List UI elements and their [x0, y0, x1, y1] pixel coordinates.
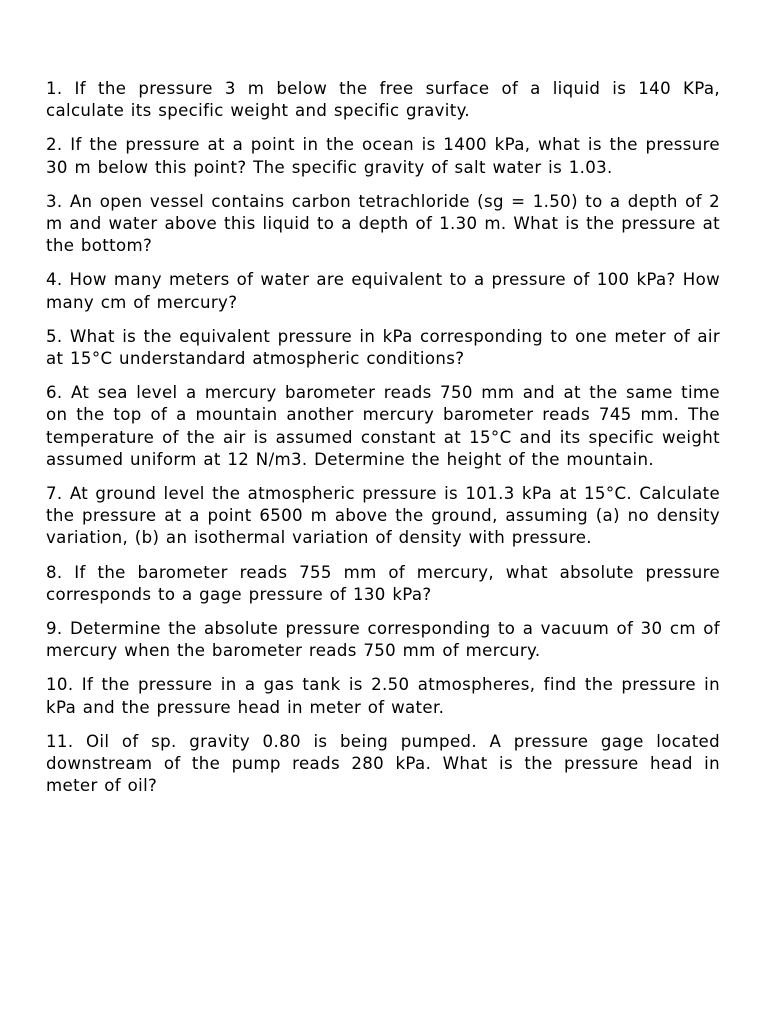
problem-4: 4. How many meters of water are equivalent to a pressure of 100 kPa? How many cm of mercury?	[46, 270, 720, 312]
problem-set-page	[46, 78, 720, 809]
problem-2: 2. If the pressure at a point in the ocean is 1400 kPa, what is the pressure 30 m below this point? The specific gravity of salt water is 1.03.	[46, 135, 720, 177]
problem-8: 8. If the barometer reads 755 mm of mercury, what absolute pressure corresponds to a gage pressure of 130 kPa?	[46, 562, 720, 604]
problem-7: 7. At ground level the atmospheric pressure is 101.3 kPa at 15°C. Calculate the pressure at a point 6500 m above the ground, assuming (a) no density variation, (b) an isothermal variation of density with pressure.	[46, 484, 720, 548]
problem-11: 11. Oil of sp. gravity 0.80 is being pumped. A pressure gage located downstream of the pump reads 280 kPa. What is the pressure head in meter of oil?	[46, 731, 720, 796]
problem-5: 5. What is the equivalent pressure in kPa corresponding to one meter of air at 15°C understandard atmospheric conditions?	[46, 326, 720, 369]
problem-10: 10. If the pressure in a gas tank is 2.50 atmospheres, find the pressure in kPa and the pressure head in meter of water.	[46, 675, 720, 717]
problem-6: 6. At sea level a mercury barometer reads 750 mm and at the same time on the top of a mountain another mercury barometer reads 745 mm. The temperature of the air is assumed constant at 15°C and its specific weight assumed uniform at 12 N/m3. Determine the height of the mountain.	[46, 383, 720, 469]
problem-9: 9. Determine the absolute pressure corresponding to a vacuum of 30 cm of mercury when the barometer reads 750 mm of mercury.	[46, 619, 720, 661]
problem-1: 1. If the pressure 3 m below the free surface of a liquid is 140 KPa, calculate its specific weight and specific gravity.	[46, 79, 720, 121]
problem-3: 3. An open vessel contains carbon tetrachloride (sg = 1.50) to a depth of 2 m and water above this liquid to a depth of 1.30 m. What is the pressure at the bottom?	[46, 191, 720, 256]
